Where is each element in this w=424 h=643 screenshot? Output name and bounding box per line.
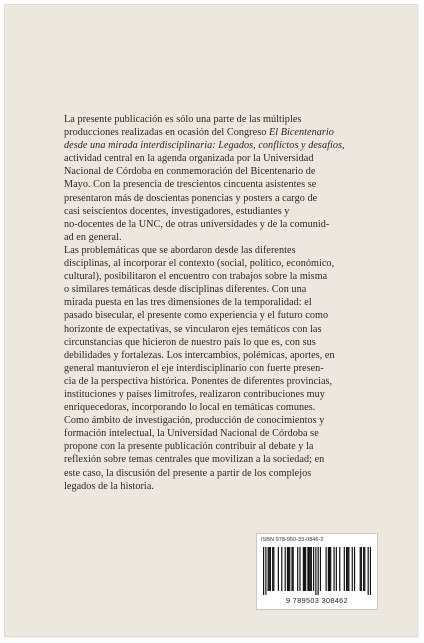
- text-segment: debilidades y fortalezas. Los intercambios, polémicas, aportes, en: [64, 349, 335, 361]
- barcode-bar: [361, 547, 362, 591]
- back-cover-text: [64, 113, 376, 493]
- barcode-icon: [263, 547, 371, 595]
- barcode-bar: [330, 547, 331, 591]
- barcode-digits: 9 789503 308462: [286, 596, 348, 605]
- text-line: [64, 362, 376, 375]
- barcode-bar: [318, 547, 319, 595]
- text-segment: no-docentes de la UNC, de otras universidades y de la comunid-: [64, 218, 330, 230]
- barcode-bar: [263, 547, 264, 595]
- barcode-bar: [270, 547, 271, 591]
- text-line: [64, 309, 376, 322]
- text-segment: presentaron más de doscientas ponencias y posters a cargo de: [64, 192, 318, 204]
- barcode-bar: [285, 547, 286, 591]
- text-line: [64, 126, 376, 139]
- text-line: [64, 165, 376, 178]
- text-segment: este caso, la discusión del presente a partir de los complejos: [64, 467, 312, 479]
- text-segment: general mantuvieron el eje interdisciplinario con fuerte presen-: [64, 362, 324, 374]
- text-segment: cia de la perspectiva histórica. Ponentes de diferentes provincias,: [64, 375, 333, 387]
- text-segment: actividad central en la agenda organizada por la Universidad: [64, 153, 314, 165]
- text-line: [64, 375, 376, 388]
- text-segment: disciplinas, al incorporar el contexto (social, político, económico,: [64, 258, 335, 270]
- barcode-bar: [303, 547, 304, 591]
- text-line: [64, 178, 376, 191]
- barcode-bar: [288, 547, 289, 591]
- barcode-bar: [308, 547, 309, 591]
- italic-title-segment: desde una mirada interdisciplinaria: Legados, conflictos y desafíos,: [64, 140, 345, 152]
- back-cover: [4, 4, 418, 637]
- barcode-bar: [360, 547, 361, 591]
- text-line: [64, 336, 376, 349]
- text-segment: Como ámbito de investigación, producción de conocimientos y: [64, 415, 325, 427]
- text-line: [64, 467, 376, 480]
- barcode-bar: [273, 547, 274, 591]
- barcode-bar: [354, 547, 355, 591]
- text-line: [64, 257, 376, 270]
- barcode-bar: [352, 547, 353, 591]
- text-line: [64, 283, 376, 296]
- barcode-bar: [344, 547, 345, 591]
- barcode-bar: [320, 547, 321, 591]
- barcode-bar: [368, 547, 369, 595]
- barcode-bar: [370, 547, 371, 595]
- text-segment: Las problemáticas que se abordaron desde las diferentes: [64, 244, 296, 256]
- text-line: [64, 205, 376, 218]
- text-line: [64, 139, 376, 152]
- text-segment: ad en general.: [64, 231, 122, 243]
- text-segment: mirada puesta en las tres dimensiones de la temporalidad: el: [64, 297, 312, 309]
- barcode-bar: [281, 547, 282, 591]
- text-segment: Mayo. Con la presencia de trescientos cincuenta asistentes se: [64, 179, 317, 191]
- text-segment: La presente publicación es sólo una parte de las múltiples: [64, 114, 302, 125]
- text-line: [64, 192, 376, 205]
- barcode-bar: [304, 547, 305, 591]
- barcode-bar: [291, 547, 292, 591]
- barcode-bar: [268, 547, 269, 591]
- text-segment: formación intelectual, la Universidad Nacional de Córdoba se: [64, 428, 319, 440]
- text-line: [64, 427, 376, 440]
- barcode-bar: [364, 547, 365, 591]
- text-line: [64, 401, 376, 414]
- text-line: [64, 270, 376, 283]
- text-segment: cultural), posibilitaron el encuentro con trabajos sobre la misma: [64, 271, 328, 283]
- barcode-bar: [293, 547, 294, 591]
- barcode-bar: [287, 547, 288, 591]
- barcode-bar: [348, 547, 349, 591]
- text-segment: circunstancias que hicieron de nuestro país lo que es, con sus: [64, 336, 316, 348]
- barcode-bar: [347, 547, 348, 591]
- text-line: [64, 296, 376, 309]
- barcode-bar: [329, 547, 330, 591]
- text-segment: reflexión sobre temas centrales que movilizan a la sociedad; en: [64, 454, 325, 466]
- text-segment: legados de la historia.: [64, 480, 154, 492]
- text-segment: Nacional de Córdoba en conmemoración del Bicentenario de: [64, 166, 316, 178]
- barcode-bar: [328, 547, 329, 591]
- barcode-bar: [313, 547, 314, 591]
- text-line: [64, 244, 376, 257]
- text-line: [64, 414, 376, 427]
- barcode-bar: [339, 547, 340, 591]
- isbn-label: ISBN 978-950-33-0846-2: [261, 537, 324, 543]
- text-line: [64, 480, 376, 493]
- barcode-bar: [326, 547, 327, 591]
- barcode-bar: [307, 547, 308, 591]
- text-line: [64, 231, 376, 244]
- text-line: [64, 388, 376, 401]
- text-line: [64, 349, 376, 362]
- barcode-bar: [265, 547, 266, 595]
- barcode-bar: [333, 547, 334, 591]
- barcode-bar: [315, 547, 316, 595]
- text-line: [64, 453, 376, 466]
- italic-title-segment: El Bicentenario: [268, 127, 334, 139]
- text-segment: pasado bisecular, el presente como experiencia y el futuro como: [64, 310, 329, 322]
- barcode-bar: [278, 547, 279, 591]
- barcode-bar: [272, 547, 273, 591]
- text-segment: producciones realizadas en ocasión del Congreso: [64, 127, 269, 139]
- barcode-bar: [311, 547, 312, 591]
- text-line: [64, 113, 376, 126]
- barcode-bar: [363, 547, 364, 591]
- text-segment: o similares temáticas desde disciplinas diferentes. Con una: [64, 284, 307, 296]
- text-line: [64, 152, 376, 165]
- barcode-bar: [289, 547, 290, 591]
- isbn-barcode-box: [256, 533, 378, 610]
- text-segment: instituciones y países limítrofes, realizaron contribuciones muy: [64, 388, 325, 400]
- text-line: [64, 218, 376, 231]
- barcode-bar: [269, 547, 270, 591]
- barcode-bar: [299, 547, 300, 591]
- text-segment: enriquecedoras, incorporando lo local en temáticas comunes.: [64, 402, 316, 414]
- barcode-bar: [305, 547, 306, 591]
- barcode-bar: [346, 547, 347, 591]
- barcode-bar: [310, 547, 311, 591]
- text-line: [64, 440, 376, 453]
- text-segment: horizonte de expectativas, se vincularon ejes temáticos con las: [64, 323, 322, 335]
- barcode-bar: [336, 547, 337, 591]
- text-line: [64, 323, 376, 336]
- text-segment: casi seiscientos docentes, investigadores, estudiantes y: [64, 205, 290, 217]
- text-segment: propone con la presente publicación contribuir al debate y la: [64, 441, 314, 453]
- barcode-bar: [297, 547, 298, 591]
